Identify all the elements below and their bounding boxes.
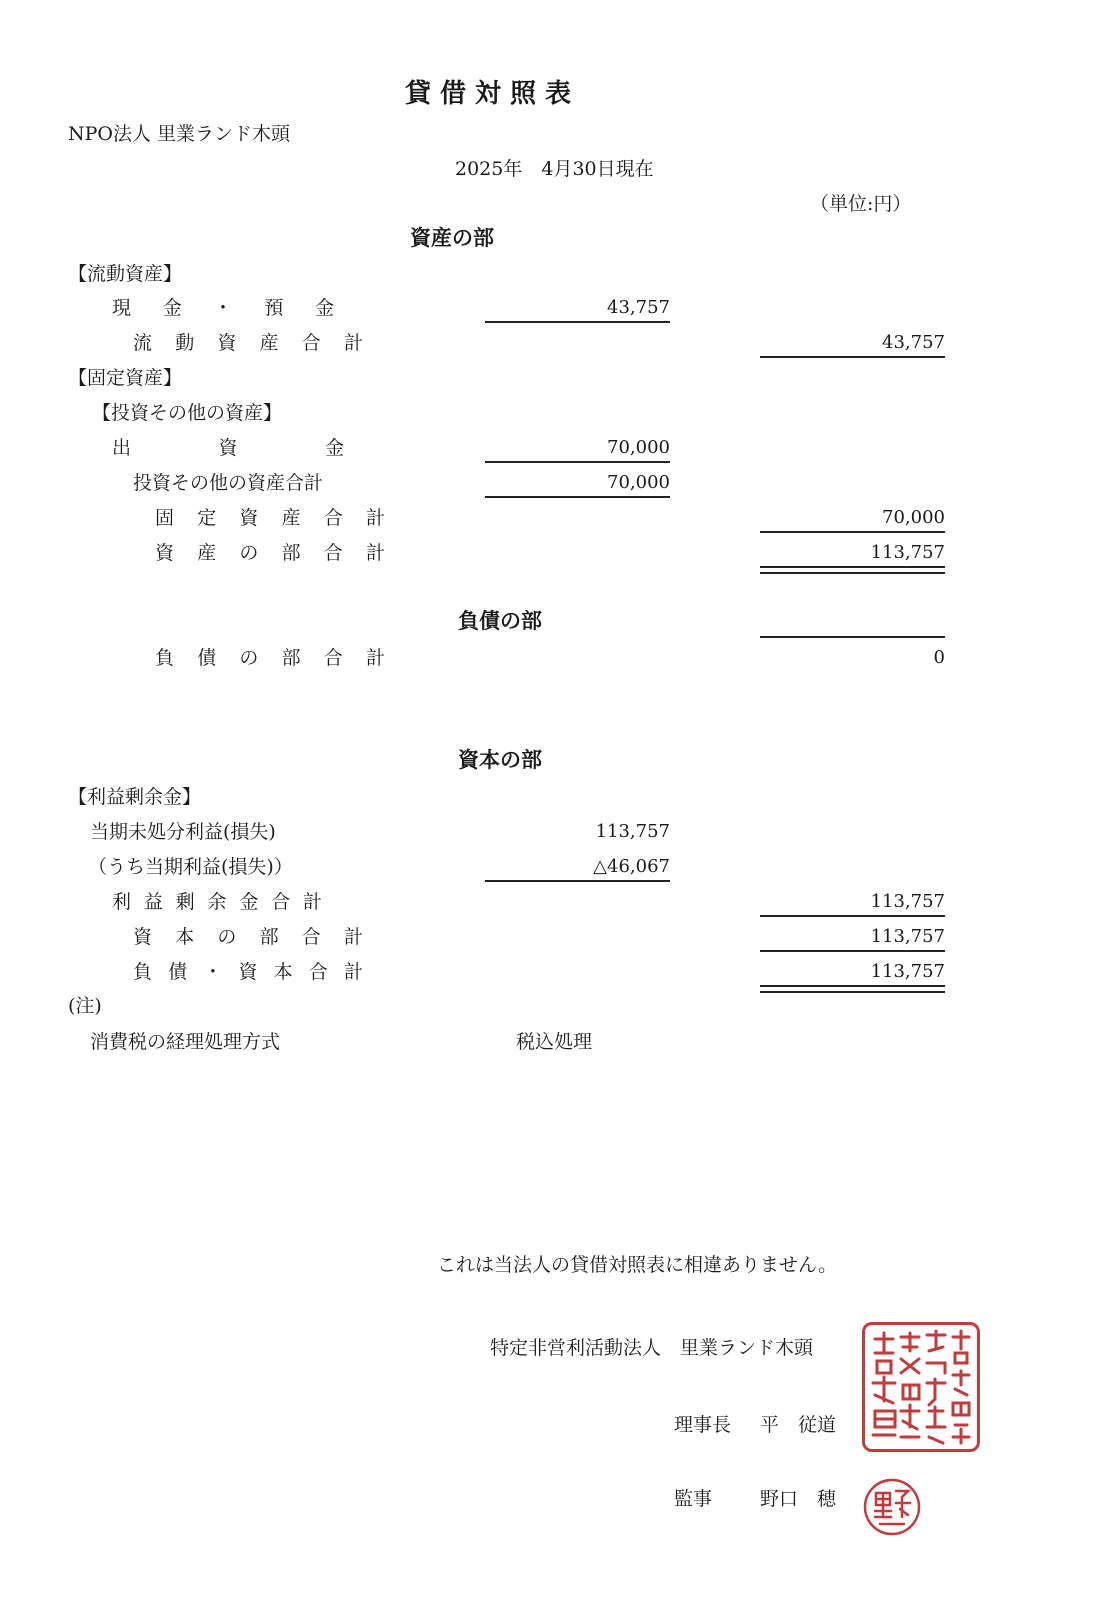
tax-method-label: 消費税の経理処理方式 — [90, 1031, 281, 1053]
investment-label: 出 資 金 — [112, 437, 344, 459]
assets-section-title: 資産の部 — [410, 225, 494, 250]
cash-deposits-value: 43,757 — [607, 297, 670, 318]
organization-name: NPO法人 里業ランド木頭 — [68, 123, 291, 145]
fixed-assets-header: 【固定資産】 — [68, 367, 183, 389]
notes-header: (注) — [68, 995, 102, 1017]
subtotal-rule — [485, 461, 670, 463]
auditor-seal — [862, 1477, 922, 1537]
liabilities-total-label: 負 債 の 部 合 計 — [155, 647, 385, 669]
liabilities-equity-total-label: 負 債 ・ 資 本 合 計 — [133, 961, 363, 983]
current-profit-value: △46,067 — [593, 856, 670, 877]
investments-header: 【投資その他の資産】 — [92, 402, 283, 424]
chair-name: 平 従道 — [760, 1414, 837, 1436]
tax-method-value: 税込処理 — [516, 1031, 593, 1053]
subtotal-rule — [485, 880, 670, 882]
subtotal-rule — [760, 950, 945, 952]
chair-role: 理事長 — [674, 1414, 732, 1436]
current-assets-total-label: 流 動 資 産 合 計 — [133, 332, 363, 354]
liabilities-section-title: 負債の部 — [458, 608, 542, 633]
current-profit-label: （うち当期利益(損失)） — [88, 856, 293, 878]
fixed-assets-total-label: 固 定 資 産 合 計 — [155, 507, 385, 529]
fixed-assets-total-value: 70,000 — [882, 507, 945, 528]
subtotal-rule — [760, 636, 945, 638]
retained-earnings-total-label: 利 益 剰 余 金 合 計 — [112, 891, 322, 913]
subtotal-rule — [485, 321, 670, 323]
unappropriated-profit-label: 当期未処分利益(損失) — [90, 821, 276, 843]
auditor-name: 野口 穂 — [760, 1488, 837, 1510]
equity-section-title: 資本の部 — [458, 747, 542, 772]
subtotal-rule — [760, 915, 945, 917]
total-double-rule — [760, 566, 945, 574]
current-assets-total-value: 43,757 — [882, 332, 945, 353]
subtotal-rule — [485, 496, 670, 498]
cash-deposits-label: 現 金 ・ 預 金 — [112, 297, 334, 319]
document-title: 貸借対照表 — [405, 79, 581, 109]
assets-total-value: 113,757 — [870, 542, 945, 563]
certification-statement: これは当法人の貸借対照表に相違ありません。 — [437, 1254, 838, 1276]
retained-earnings-total-value: 113,757 — [870, 891, 945, 912]
investments-total-label: 投資その他の資産合計 — [133, 472, 324, 494]
current-assets-header: 【流動資産】 — [68, 263, 183, 285]
corporate-seal — [862, 1322, 980, 1452]
auditor-role: 監事 — [674, 1488, 713, 1510]
currency-unit: （単位:円） — [810, 193, 912, 215]
investment-value: 70,000 — [607, 437, 670, 458]
liabilities-total-value: 0 — [933, 647, 945, 668]
unappropriated-profit-value: 113,757 — [595, 821, 670, 842]
retained-earnings-header: 【利益剰余金】 — [68, 786, 202, 808]
investments-total-value: 70,000 — [607, 472, 670, 493]
assets-total-label: 資 産 の 部 合 計 — [155, 542, 385, 564]
corporation-name: 特定非営利活動法人 里業ランド木頭 — [490, 1337, 814, 1359]
liabilities-equity-total-value: 113,757 — [870, 961, 945, 982]
equity-total-value: 113,757 — [870, 926, 945, 947]
report-date: 2025年 4月30日現在 — [455, 158, 654, 180]
total-double-rule — [760, 985, 945, 993]
subtotal-rule — [760, 531, 945, 533]
equity-total-label: 資 本 の 部 合 計 — [133, 926, 363, 948]
subtotal-rule — [760, 356, 945, 358]
